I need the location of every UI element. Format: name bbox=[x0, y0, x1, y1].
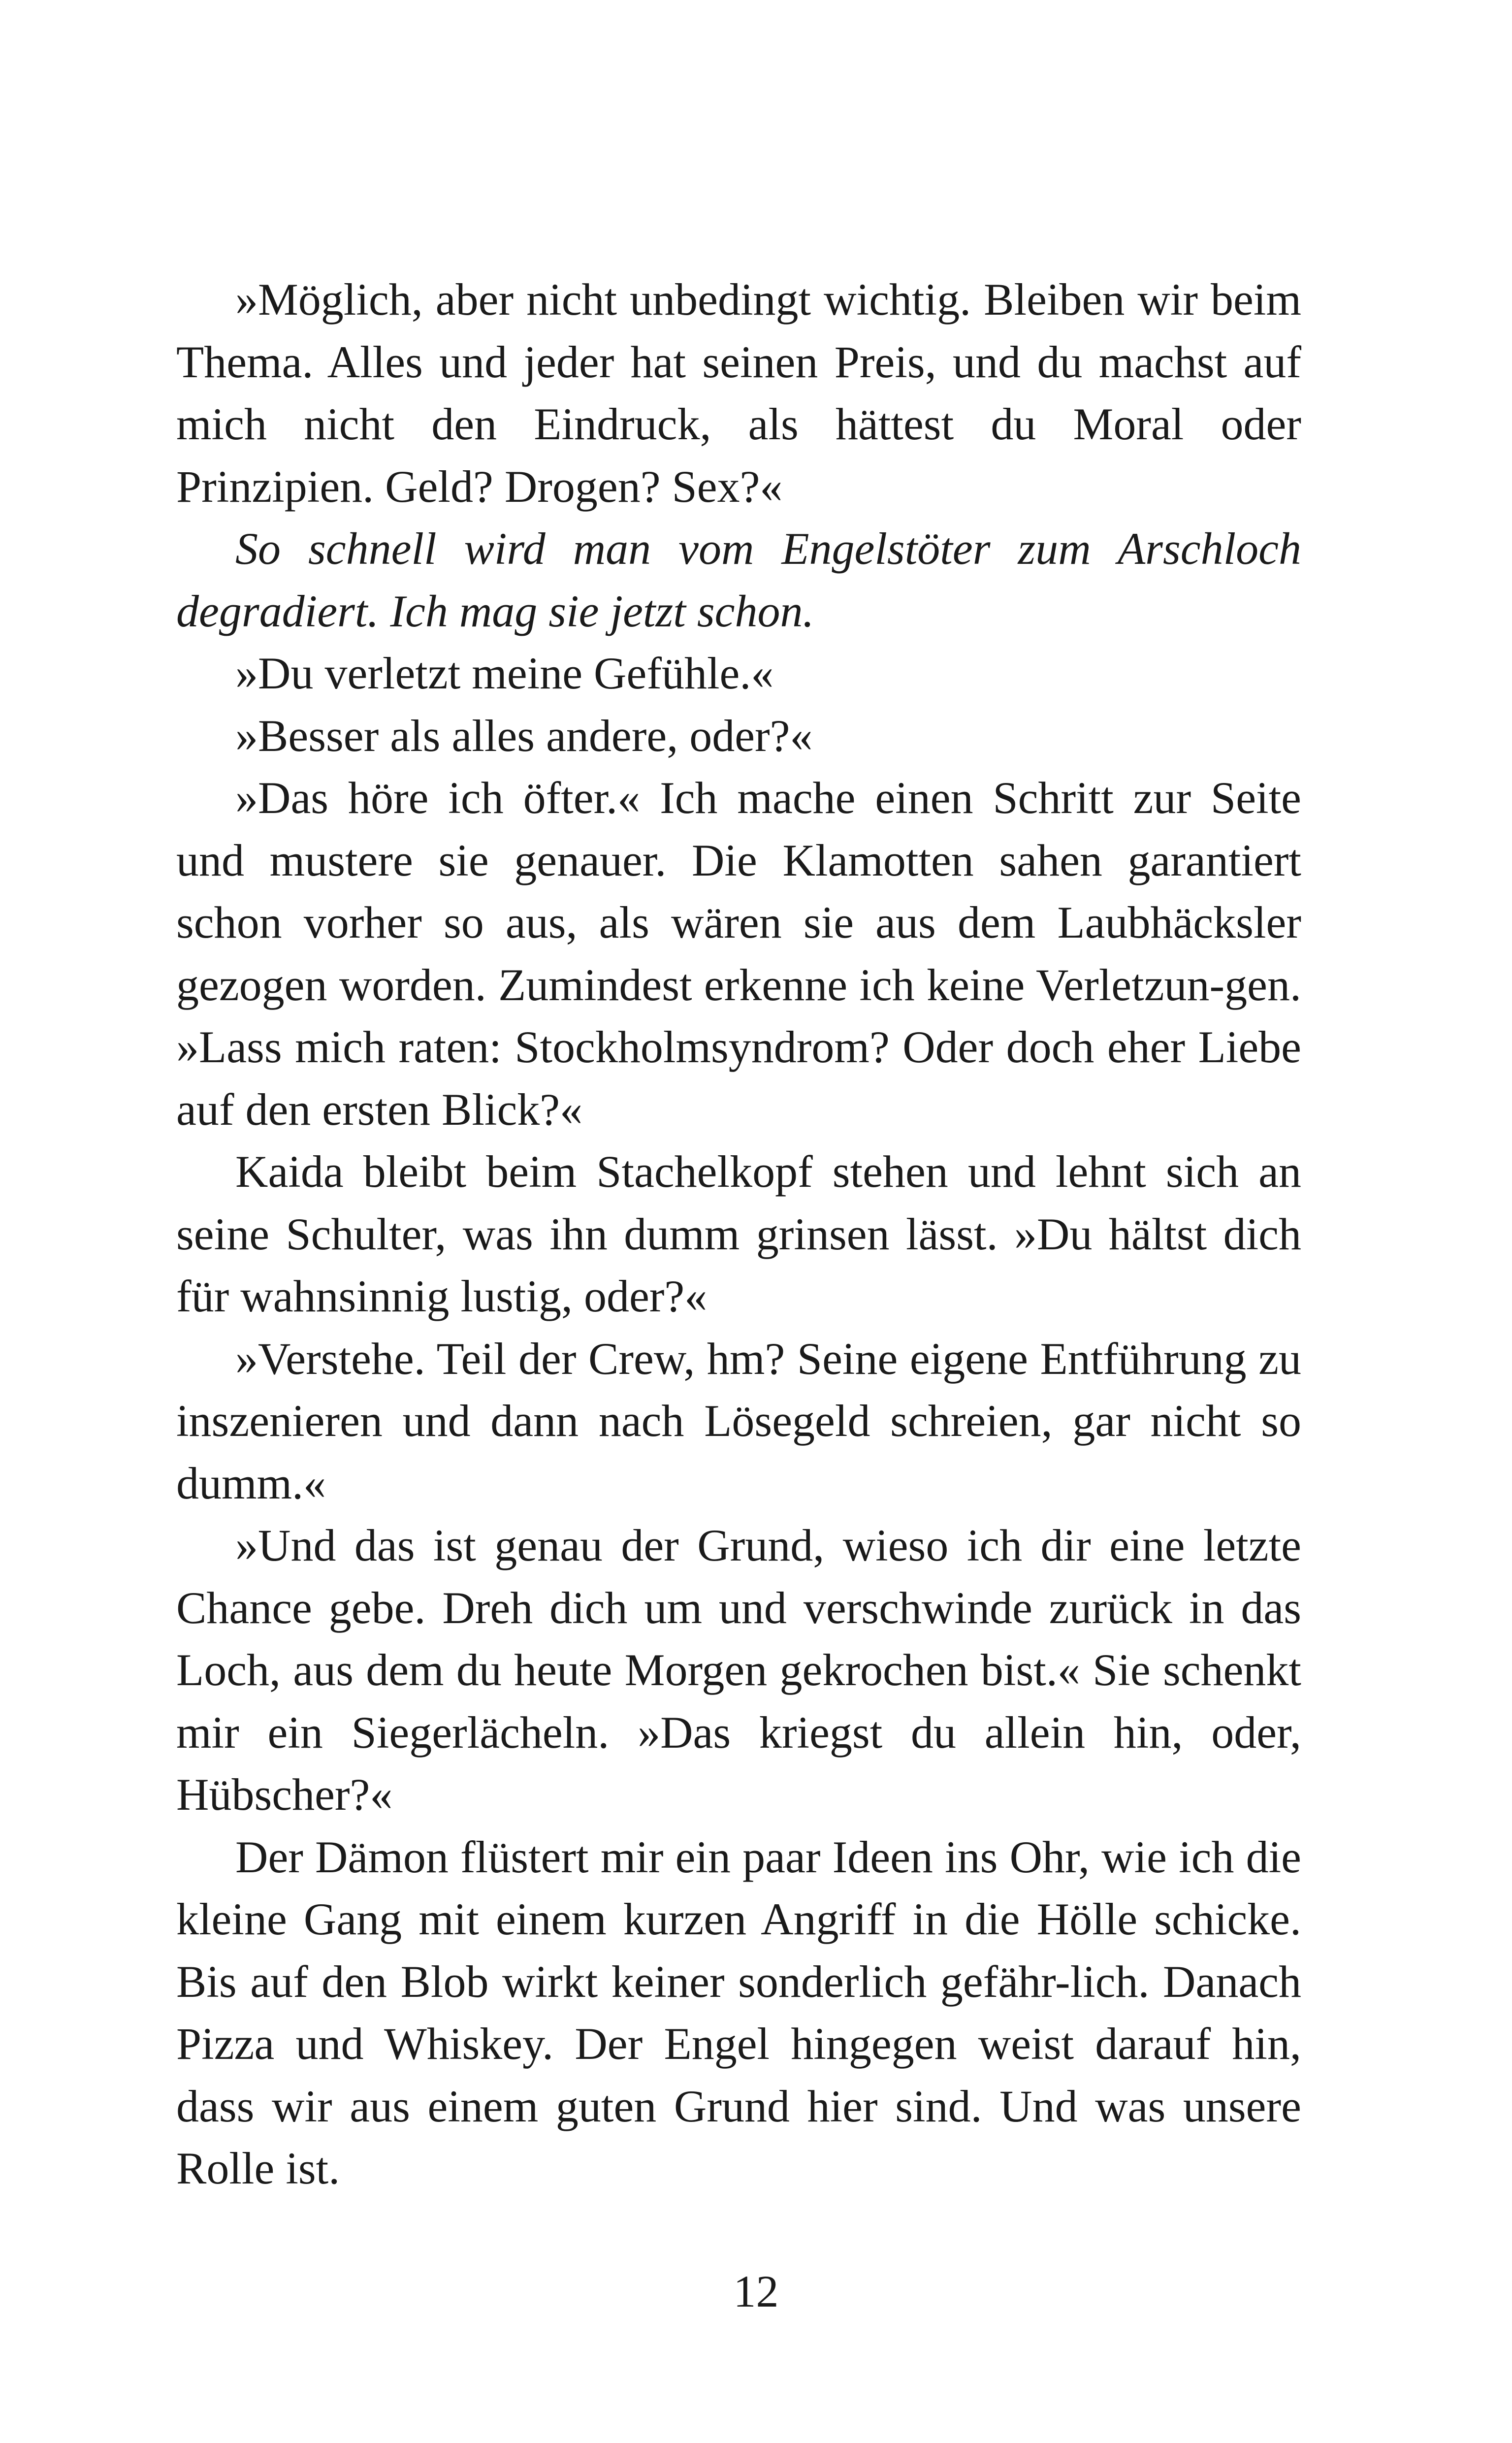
paragraph-9: Der Dämon flüstert mir ein paar Ideen ins Ohr, wie ich die kleine Gang mit einem kurzen Angriff in die Hölle schicke. Bis auf den Blob wirkt keiner sonderlich gefähr-lich. Danach Pizza und Whiskey. Der Engel hingegen weist darauf hin, dass wir aus einem guten Grund hier sind. Und was unsere Rolle ist. bbox=[176, 1831, 1301, 2193]
body-text bbox=[176, 268, 1301, 2200]
paragraph-7: »Verstehe. Teil der Crew, hm? Seine eigene Entführung zu inszenieren und dann nach Lösegeld schreien, gar nicht so dumm.« bbox=[176, 1333, 1301, 1508]
paragraph-2-inner-monologue: So schnell wird man vom Engelstöter zum Arschloch degradiert. Ich mag sie jetzt schon. bbox=[176, 523, 1301, 636]
paragraph-4: »Besser als alles andere, oder?« bbox=[235, 710, 813, 761]
paragraph-1: »Möglich, aber nicht unbedingt wichtig. Bleiben wir beim Thema. Alles und jeder hat seinen Preis, und du machst auf mich nicht den Eindruck, als hättest du Moral oder Prinzipien. Geld? Drogen? Sex?« bbox=[176, 274, 1301, 512]
paragraph-6: Kaida bleibt beim Stachelkopf stehen und lehnt sich an seine Schulter, was ihn dumm grinsen lässt. »Du hältst dich für wahnsinnig lustig, oder?« bbox=[176, 1146, 1301, 1321]
paragraph-8: »Und das ist genau der Grund, wieso ich dir eine letzte Chance gebe. Dreh dich um und verschwinde zurück in das Loch, aus dem du heute Morgen gekrochen bist.« Sie schenkt mir ein Siegerlächeln. »Das kriegst du allein hin, oder, Hübscher?« bbox=[176, 1520, 1301, 1820]
page-number: 12 bbox=[733, 2266, 779, 2316]
paragraph-5: »Das höre ich öfter.« Ich mache einen Schritt zur Seite und mustere sie genauer. Die Klamotten sahen garantiert schon vorher so aus, als wären sie aus dem Laubhäcksler gezogen worden. Zumindest erkenne ich keine Verletzun-gen. »Lass mich raten: Stockholmsyndrom? Oder doch eher Liebe auf den ersten Blick?« bbox=[176, 773, 1301, 1135]
paragraph-3: »Du verletzt meine Gefühle.« bbox=[235, 648, 774, 698]
